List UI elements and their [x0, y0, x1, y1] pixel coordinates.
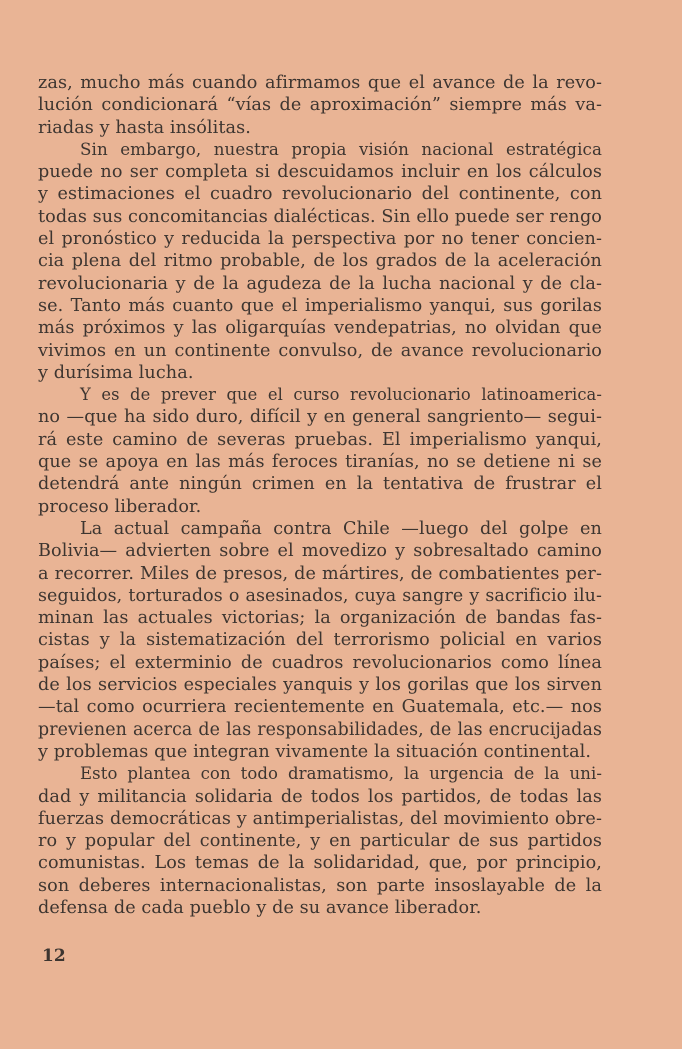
- text-line: lución condicionará “vías de aproximación” siempre más va-: [38, 95, 602, 116]
- text-line: comunistas. Los temas de la solidaridad, que, por principio,: [38, 853, 602, 874]
- text-line: ro y popular del continente, y en particular de sus partidos: [38, 831, 602, 852]
- text-line: y durísima lucha.: [38, 362, 194, 383]
- text-line: riadas y hasta insólitas.: [38, 117, 251, 138]
- text-line: más próximos y las oligarquías vendepatrias, no olvidan que: [38, 318, 602, 339]
- text-line: todas sus concomitancias dialécticas. Sin ello puede ser rengo: [38, 206, 602, 227]
- text-line: países; el exterminio de cuadros revolucionarios como línea: [38, 652, 602, 673]
- text-line: puede no ser completa si descuidamos incluir en los cálculos: [38, 162, 602, 183]
- text-line: a recorrer. Miles de presos, de mártires, de combatientes per-: [38, 563, 602, 584]
- text-line: Bolivia— advierten sobre el movedizo y sobresaltado camino: [38, 541, 602, 562]
- text-line: La actual campaña contra Chile —luego del golpe en: [80, 518, 602, 539]
- paragraph-2: [38, 139, 602, 384]
- text-line: zas, mucho más cuando afirmamos que el avance de la revo-: [38, 73, 602, 93]
- text-line: rá este camino de severas pruebas. El imperialismo yanqui,: [38, 429, 602, 450]
- text-line: Esto plantea con todo dramatismo, la urgencia de la uni-: [80, 764, 602, 784]
- page-number: 12: [42, 946, 66, 966]
- page-text: [38, 72, 602, 919]
- paragraph-4: [38, 518, 602, 763]
- text-line: dad y militancia solidaria de todos los partidos, de todas las: [38, 786, 602, 807]
- text-line: Y es de prever que el curso revolucionario latinoamerica-: [80, 385, 602, 405]
- paragraph-3: [38, 384, 602, 518]
- text-line: cia plena del ritmo probable, de los grados de la aceleración: [38, 251, 602, 272]
- text-line: y problemas que integran vivamente la situación continental.: [38, 741, 592, 762]
- text-line: proceso liberador.: [38, 496, 202, 517]
- text-line: de los servicios especiales yanquis y los gorilas que los sirven: [38, 675, 602, 696]
- text-line: se. Tanto más cuanto que el imperialismo yanqui, sus gorilas: [38, 295, 602, 316]
- text-line: defensa de cada pueblo y de su avance liberador.: [38, 897, 482, 918]
- text-line: que se apoya en las más feroces tiranías, no se detiene ni se: [38, 452, 602, 473]
- paragraph-1: [38, 72, 602, 139]
- text-line: minan las actuales victorias; la organización de bandas fas-: [38, 608, 602, 629]
- text-line: revolucionaria y de la agudeza de la lucha nacional y de cla-: [38, 273, 602, 294]
- text-line: seguidos, torturados o asesinados, cuya sangre y sacrificio ilu-: [38, 585, 602, 606]
- text-line: Sin embargo, nuestra propia visión nacional estratégica: [80, 139, 602, 159]
- text-line: cistas y la sistematización del terrorismo policial en varios: [38, 630, 602, 651]
- text-line: el pronóstico y reducida la perspectiva por no tener concien-: [38, 229, 602, 250]
- text-line: previenen acerca de las responsabilidades, de las encrucijadas: [38, 719, 602, 740]
- text-line: no —que ha sido duro, difícil y en general sangriento— segui-: [38, 407, 602, 428]
- text-line: fuerzas democráticas y antimperialistas, del movimiento obre-: [38, 808, 602, 829]
- text-line: son deberes internacionalistas, son parte insoslayable de la: [38, 875, 602, 896]
- paragraph-5: [38, 763, 602, 919]
- text-line: y estimaciones el cuadro revolucionario del continente, con: [38, 184, 602, 205]
- text-line: vivimos en un continente convulso, de avance revolucionario: [38, 340, 602, 361]
- text-line: —tal como ocurriera recientemente en Guatemala, etc.— nos: [38, 697, 602, 718]
- text-line: detendrá ante ningún crimen en la tentativa de frustrar el: [38, 474, 602, 495]
